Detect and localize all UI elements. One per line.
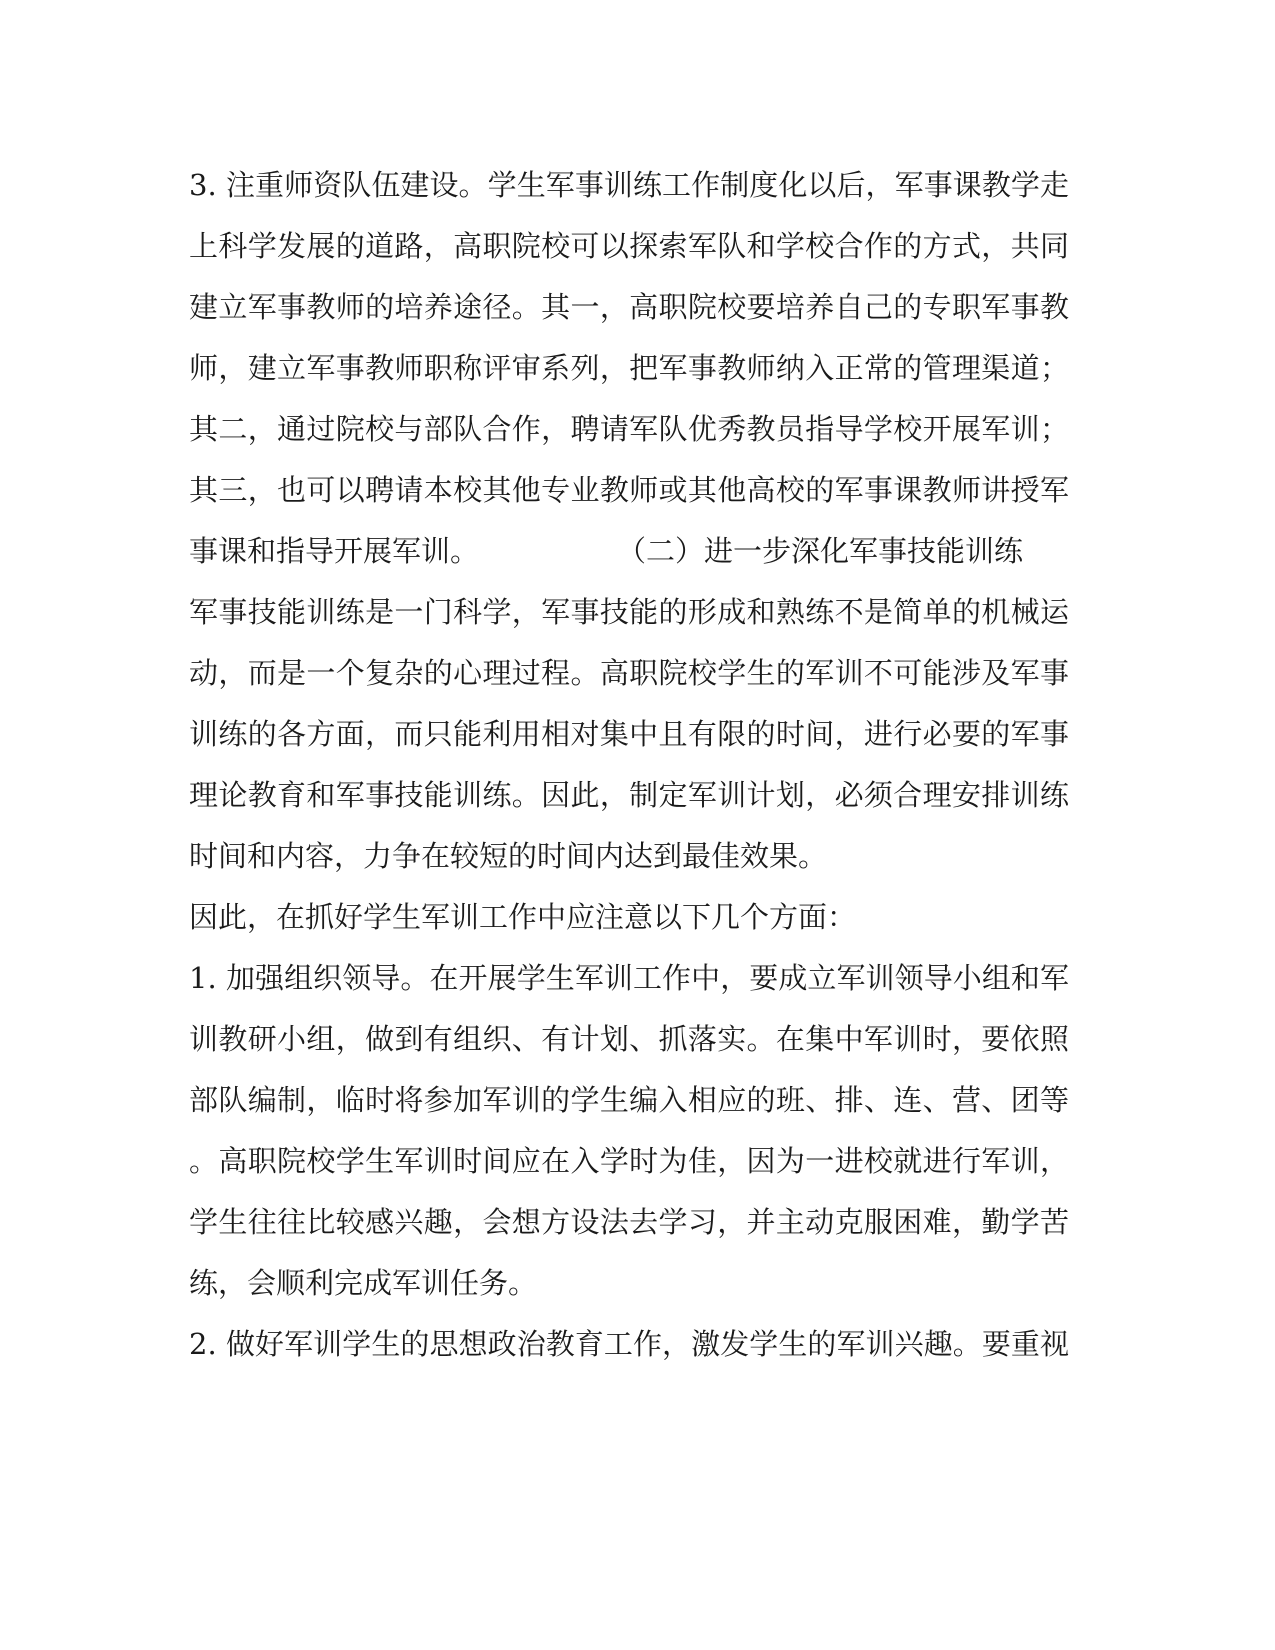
text-line: 时间和内容，力争在较短的时间内达到最佳效果。 bbox=[189, 839, 828, 873]
text-line: 军事技能训练是一门科学，军事技能的形成和熟练不是简单的机械运 bbox=[189, 595, 1069, 629]
text-line: 师，建立军事教师职称评审系列，把军事教师纳入正常的管理渠道； bbox=[189, 351, 1069, 385]
text-line: 2. 做好军训学生的思想政治教育工作，激发学生的军训兴趣。要重视 bbox=[189, 1327, 1069, 1361]
text-line: 练，会顺利完成军训任务。 bbox=[189, 1266, 538, 1300]
text-line: 训教研小组，做到有组织、有计划、抓落实。在集中军训时，要依照 bbox=[189, 1022, 1069, 1056]
text-line: 理论教育和军事技能训练。因此，制定军训计划，必须合理安排训练 bbox=[189, 778, 1069, 812]
text-line-with-heading bbox=[189, 531, 1069, 571]
text-line: 3. 注重师资队伍建设。学生军事训练工作制度化以后，军事课教学走 bbox=[189, 168, 1069, 202]
paragraph-end-text: 事课和指导开展军训。 bbox=[189, 534, 480, 568]
text-line: 动，而是一个复杂的心理过程。高职院校学生的军训不可能涉及军事 bbox=[189, 656, 1069, 690]
text-line: 其二，通过院校与部队合作，聘请军队优秀教员指导学校开展军训； bbox=[189, 412, 1069, 446]
text-line: 建立军事教师的培养途径。其一，高职院校要培养自己的专职军事教 bbox=[189, 290, 1069, 324]
text-line: 因此，在抓好学生军训工作中应注意以下几个方面： bbox=[189, 900, 857, 934]
text-line: 1. 加强组织领导。在开展学生军训工作中，要成立军训领导小组和军 bbox=[189, 961, 1069, 995]
text-line: 其三，也可以聘请本校其他专业教师或其他高校的军事课教师讲授军 bbox=[189, 473, 1069, 507]
text-line: 上科学发展的道路，高职院校可以探索军队和学校合作的方式，共同 bbox=[189, 229, 1069, 263]
text-line: 部队编制，临时将参加军训的学生编入相应的班、排、连、营、团等 bbox=[189, 1083, 1069, 1117]
section-heading: （二）进一步深化军事技能训练 bbox=[617, 534, 1024, 568]
text-line: 训练的各方面，而只能利用相对集中且有限的时间，进行必要的军事 bbox=[189, 717, 1069, 751]
text-line: 。高职院校学生军训时间应在入学时为佳，因为一进校就进行军训， bbox=[189, 1144, 1069, 1178]
text-line: 学生往往比较感兴趣，会想方设法去学习，并主动克服困难，勤学苦 bbox=[189, 1205, 1069, 1239]
